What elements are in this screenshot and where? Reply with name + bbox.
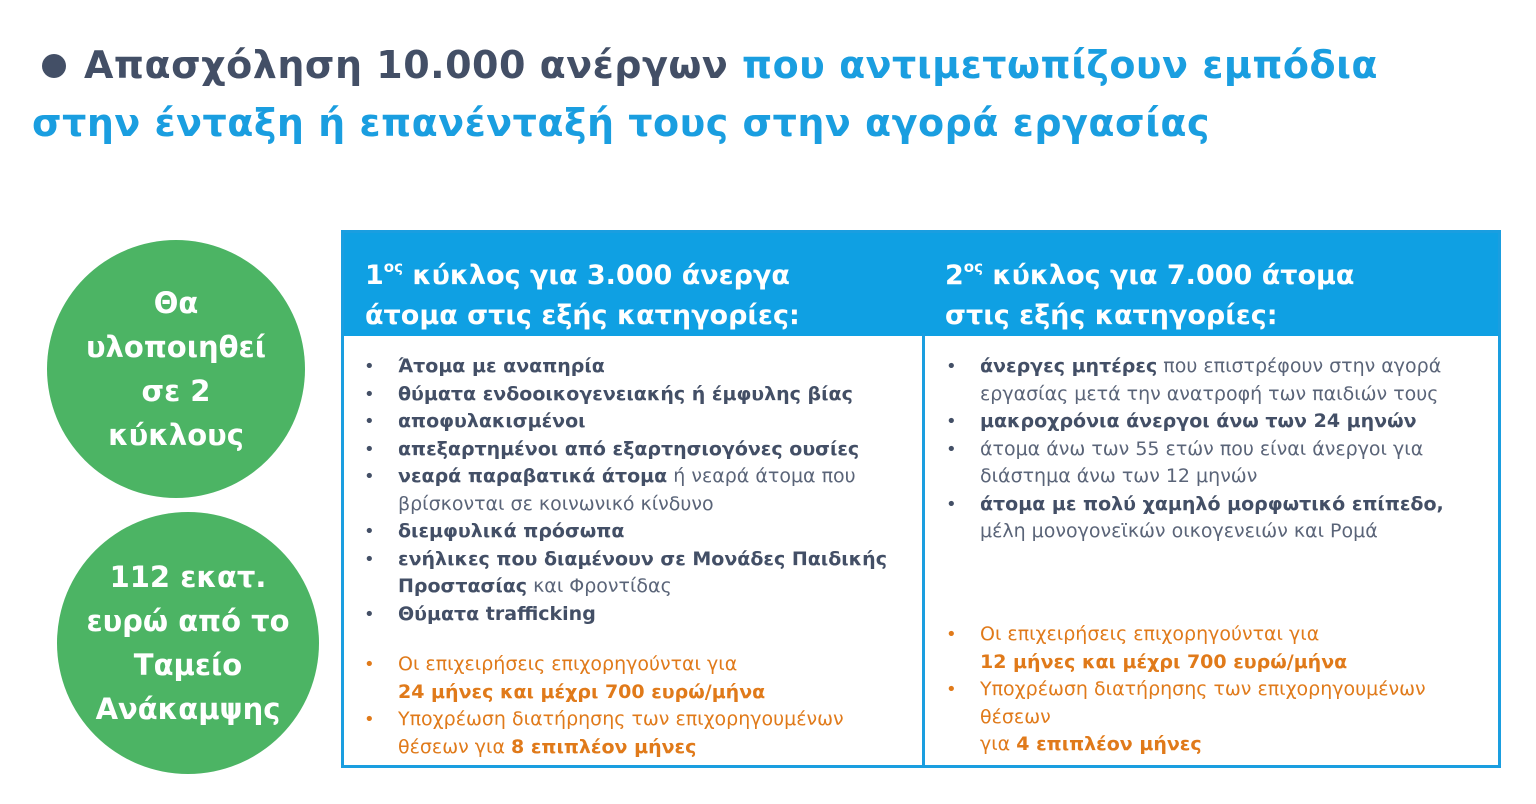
title-blue-part-2: στην ένταξη ή επανένταξή τους στην αγορά εργασίας bbox=[32, 101, 1211, 145]
cycle2-header-line1: κύκλος για 7.000 άτομα bbox=[983, 260, 1355, 291]
budget-circle bbox=[57, 512, 319, 774]
title-blue-part-1: που αντιμετωπίζουν εμπόδια bbox=[742, 43, 1379, 87]
list-item: • ενήλικες που διαμένουν σε Μονάδες Παιδικής Προστασίας και Φροντίδας bbox=[362, 546, 917, 601]
circle-line: κύκλους bbox=[108, 418, 244, 452]
circle-line: Ταμείο bbox=[133, 648, 243, 682]
terms-item: • Υποχρέωση διατήρησης των επιχορηγουμένων θέσεων για 4 επιπλέον μήνες bbox=[944, 676, 1494, 759]
circle-line: 112 εκατ. bbox=[109, 560, 267, 594]
list-item: • διεμφυλικά πρόσωπα bbox=[362, 518, 917, 546]
list-item: • θύματα ενδοοικογενειακής ή έμφυλης βίας bbox=[362, 381, 917, 409]
list-item: • άτομα με πολύ χαμηλό μορφωτικό επίπεδο, μέλη μονογονεϊκών οικογενειών και Ρομά bbox=[944, 491, 1494, 546]
list-item: • Άτομα με αναπηρία bbox=[362, 353, 917, 381]
terms-item: • Οι επιχειρήσεις επιχορηγούνται για 12 μήνες και μέχρι 700 ευρώ/μήνα bbox=[944, 621, 1494, 676]
cycle1-header bbox=[365, 247, 800, 336]
table-header bbox=[344, 233, 1498, 336]
list-item: • αποφυλακισμένοι bbox=[362, 408, 917, 436]
cycle1-header-line2: άτομα στις εξής κατηγορίες: bbox=[365, 300, 800, 331]
list-item: • άτομα άνω των 55 ετών που είναι άνεργοι για διάστημα άνω των 12 μηνών bbox=[944, 436, 1494, 491]
list-item: • μακροχρόνια άνεργοι άνω των 24 μηνών bbox=[944, 408, 1494, 436]
cycle2-header-line2: στις εξής κατηγορίες: bbox=[945, 300, 1278, 331]
circle-line: ευρώ από το bbox=[86, 604, 290, 638]
cycle2-number: 2 bbox=[945, 260, 964, 291]
cycle1-categories bbox=[362, 353, 917, 628]
circle-line: σε 2 bbox=[141, 374, 211, 408]
list-item: • απεξαρτημένοι από εξαρτησιογόνες ουσίες bbox=[362, 436, 917, 464]
cycle1-column bbox=[362, 353, 917, 758]
cycle1-terms bbox=[362, 651, 917, 761]
cycle2-header bbox=[945, 247, 1354, 336]
cycle2-categories bbox=[944, 353, 1494, 546]
cycle1-header-line1: κύκλος για 3.000 άνεργα bbox=[403, 260, 790, 291]
circle-line: υλοποιηθεί bbox=[85, 330, 267, 364]
circle-line: Ανάκαμψης bbox=[95, 692, 281, 726]
title-dark-part: Απασχόληση 10.000 ανέργων bbox=[84, 43, 729, 87]
cycles-table bbox=[341, 230, 1501, 768]
ordinal-suffix: ος bbox=[383, 258, 403, 276]
page-title bbox=[32, 36, 1512, 152]
list-item: • άνεργες μητέρες που επιστρέφουν στην αγορά εργασίας μετά την ανατροφή των παιδιών τους bbox=[944, 353, 1494, 408]
list-item: • νεαρά παραβατικά άτομα ή νεαρά άτομα που βρίσκονται σε κοινωνικό κίνδυνο bbox=[362, 463, 917, 518]
cycle1-number: 1 bbox=[365, 260, 384, 291]
ordinal-suffix: ος bbox=[963, 258, 983, 276]
cycles-circle bbox=[47, 240, 305, 498]
cycle2-column bbox=[944, 353, 1494, 755]
list-item: • Θύματα trafficking bbox=[362, 601, 917, 629]
circle-line: Θα bbox=[153, 286, 199, 320]
column-divider bbox=[922, 333, 925, 768]
cycle2-terms bbox=[944, 621, 1494, 759]
terms-item: • Οι επιχειρήσεις επιχορηγούνται για 24 μήνες και μέχρι 700 ευρώ/μήνα bbox=[362, 651, 917, 706]
bullet-icon bbox=[42, 54, 66, 78]
terms-item: • Υποχρέωση διατήρησης των επιχορηγουμένων θέσεων για 8 επιπλέον μήνες bbox=[362, 706, 917, 761]
